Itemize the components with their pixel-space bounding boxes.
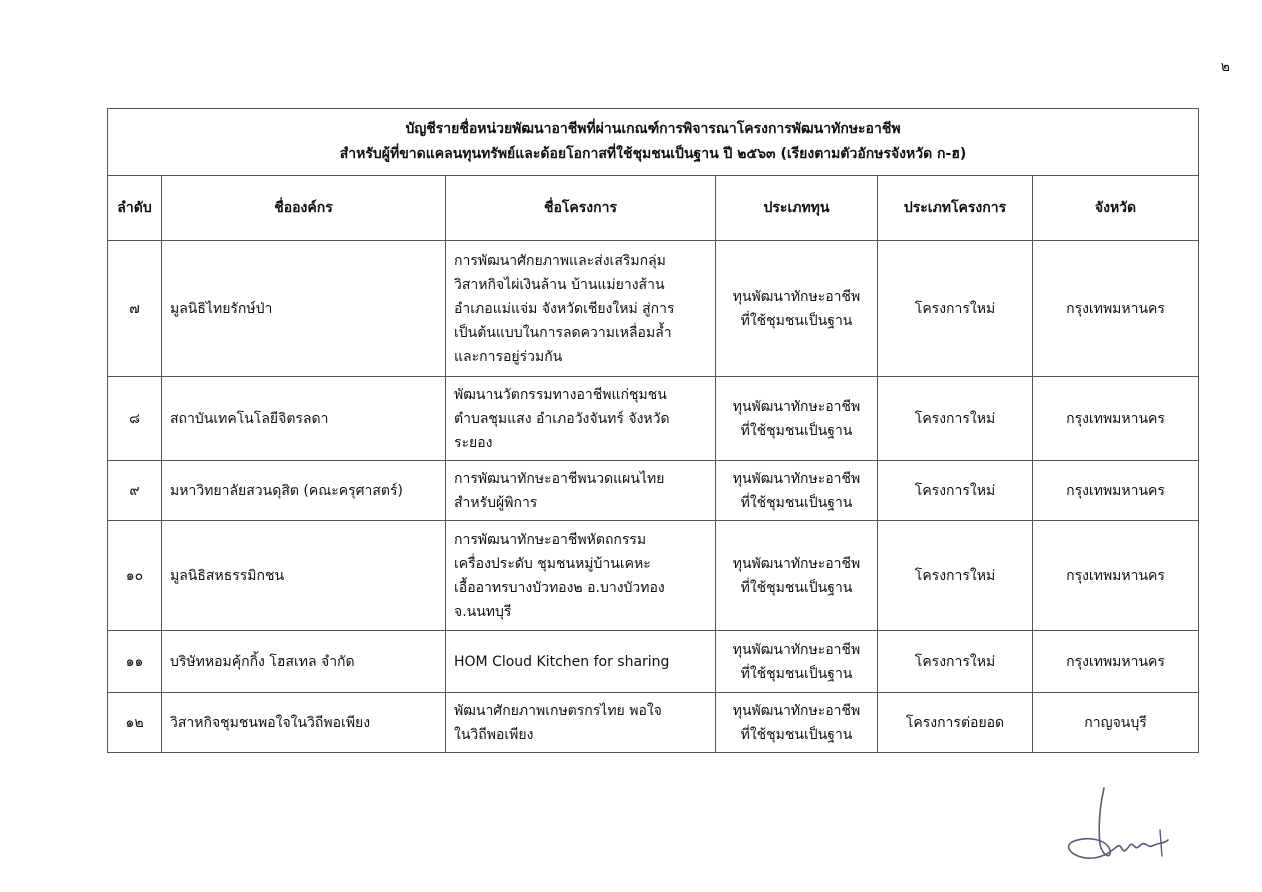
cell-province: กาญจนบุรี [1033,693,1199,753]
table-title-line-2: สำหรับผู้ที่ขาดแคลนทุนทรัพย์และด้อยโอกาสที่ใช้ชุมชนเป็นฐาน ปี ๒๕๖๓ (เรียงตามตัวอักษรจังหวัด ก-ฮ) [339,146,967,162]
cell-type: โครงการต่อยอด [878,693,1033,753]
cell-type: โครงการใหม่ [878,631,1033,693]
cell-project-line: อำเภอแม่แจ่ม จังหวัดเชียงใหม่ สู่การ [454,300,675,317]
cell-no: ๑๐ [108,521,162,631]
header-province: จังหวัด [1033,176,1199,241]
registry-table [107,108,1199,753]
cell-type: โครงการใหม่ [878,461,1033,521]
table-title [108,109,1199,176]
header-project: ชื่อโครงการ [446,176,716,241]
cell-project-line: จ.นนทบุรี [454,603,512,620]
table-header-row [108,176,1199,241]
cell-project-line: พัฒนานวัตกรรมทางอาชีพแก่ชุมชน [454,386,667,403]
cell-no: ๙ [108,461,162,521]
cell-org: มูลนิธิสหธรรมิกชน [162,521,446,631]
table-row [108,693,1199,753]
cell-no: ๑๒ [108,693,162,753]
cell-fund [716,521,878,631]
cell-project-line: เครื่องประดับ ชุมชนหมู่บ้านเคหะ [454,555,651,572]
cell-project-line: การพัฒนาศักยภาพและส่งเสริมกลุ่ม [454,252,666,269]
cell-project [446,241,716,377]
cell-fund-line: ที่ใช้ชุมชนเป็นฐาน [740,494,853,511]
page-number: ๒ [1220,59,1230,75]
table-row [108,631,1199,693]
cell-fund-line: ที่ใช้ชุมชนเป็นฐาน [740,579,853,596]
cell-province: กรุงเทพมหานคร [1033,377,1199,461]
cell-project [446,377,716,461]
cell-project [446,461,716,521]
cell-project-line: HOM Cloud Kitchen for sharing [454,653,670,670]
table-row [108,241,1199,377]
cell-province: กรุงเทพมหานคร [1033,461,1199,521]
cell-fund-line: ทุนพัฒนาทักษะอาชีพ [732,702,861,719]
header-type: ประเภทโครงการ [878,176,1033,241]
cell-project-line: เป็นต้นแบบในการลดความเหลื่อมล้ำ [454,324,672,341]
table-row [108,461,1199,521]
cell-project-line: สำหรับผู้พิการ [454,494,538,511]
cell-fund-line: ที่ใช้ชุมชนเป็นฐาน [740,665,853,682]
signature-image [1064,786,1174,866]
cell-fund [716,461,878,521]
cell-org: มูลนิธิไทยรักษ์ป่า [162,241,446,377]
cell-project-line: การพัฒนาทักษะอาชีพหัตถกรรม [454,531,647,548]
cell-project-line: เอื้ออาทรบางบัวทอง๒ อ.บางบัวทอง [454,579,665,596]
cell-project [446,521,716,631]
header-no: ลำดับ [108,176,162,241]
cell-org: มหาวิทยาลัยสวนดุสิต (คณะครุศาสตร์) [162,461,446,521]
cell-project-line: และการอยู่ร่วมกัน [454,348,563,365]
cell-org: บริษัทหอมคุ้กกิ้ง โฮสเทล จำกัด [162,631,446,693]
cell-project-line: ในวิถีพอเพียง [454,726,534,743]
cell-fund-line: ทุนพัฒนาทักษะอาชีพ [732,288,861,305]
cell-fund [716,693,878,753]
cell-type: โครงการใหม่ [878,377,1033,461]
cell-fund [716,241,878,377]
cell-project [446,631,716,693]
cell-province: กรุงเทพมหานคร [1033,521,1199,631]
cell-fund-line: ทุนพัฒนาทักษะอาชีพ [732,641,861,658]
cell-project-line: การพัฒนาทักษะอาชีพนวดแผนไทย [454,470,665,487]
cell-type: โครงการใหม่ [878,241,1033,377]
cell-no: ๗ [108,241,162,377]
cell-fund-line: ที่ใช้ชุมชนเป็นฐาน [740,422,853,439]
header-org: ชื่อองค์กร [162,176,446,241]
table-row [108,377,1199,461]
table-row [108,521,1199,631]
cell-fund-line: ทุนพัฒนาทักษะอาชีพ [732,470,861,487]
cell-project [446,693,716,753]
cell-fund [716,377,878,461]
cell-project-line: ระยอง [454,434,493,451]
cell-province: กรุงเทพมหานคร [1033,631,1199,693]
cell-project-line: วิสาหกิจไผ่เงินล้าน บ้านแม่ยางส้าน [454,276,665,293]
cell-type: โครงการใหม่ [878,521,1033,631]
cell-fund-line: ทุนพัฒนาทักษะอาชีพ [732,555,861,572]
cell-project-line: พัฒนาศักยภาพเกษตรกรไทย พอใจ [454,702,662,719]
cell-fund [716,631,878,693]
cell-fund-line: ที่ใช้ชุมชนเป็นฐาน [740,726,853,743]
cell-org: สถาบันเทคโนโลยีจิตรลดา [162,377,446,461]
cell-province: กรุงเทพมหานคร [1033,241,1199,377]
header-fund: ประเภททุน [716,176,878,241]
table-title-line-1: บัญชีรายชื่อหน่วยพัฒนาอาชีพที่ผ่านเกณฑ์การพิจารณาโครงการพัฒนาทักษะอาชีพ [405,121,901,137]
cell-no: ๑๑ [108,631,162,693]
cell-no: ๘ [108,377,162,461]
cell-fund-line: ทุนพัฒนาทักษะอาชีพ [732,398,861,415]
cell-fund-line: ที่ใช้ชุมชนเป็นฐาน [740,312,853,329]
cell-org: วิสาหกิจชุมชนพอใจในวิถีพอเพียง [162,693,446,753]
cell-project-line: ตำบลชุมแสง อำเภอวังจันทร์ จังหวัด [454,410,670,427]
